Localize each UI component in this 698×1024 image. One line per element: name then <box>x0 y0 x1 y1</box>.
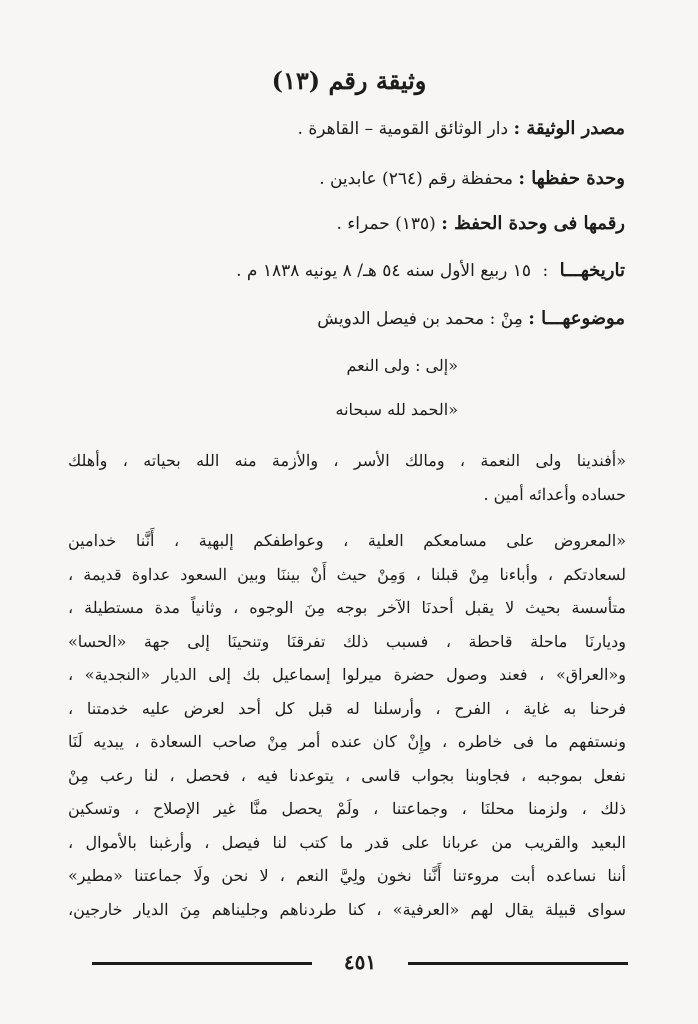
meta-date-label: تاريخهـــا <box>559 260 625 281</box>
meta-subject-label: موضوعهـــا : <box>528 308 625 329</box>
addressee-line: «إلى : ولى النعم <box>346 356 458 375</box>
meta-source-label: مصدر الوثيقة : <box>513 118 625 139</box>
paragraph-line: «أفندينا ولى النعمة ، ومالك الأسر ، والأزمة منه الله بحياته ، وأهلك <box>68 451 626 470</box>
paragraph-line: متأسسة بحيث لا يقبل أحدنَا الآخر بوجه مِنَ الوجوه ، وثانياً مدة مستطيلة ، <box>68 598 626 617</box>
paragraph-line: «المعروض على مسامعكم العلية ، وعواطفكم إلبهية ، أَنَّنا خدامين <box>68 531 626 550</box>
meta-number-value: (١٣٥) حمراء . <box>336 214 436 234</box>
paragraph-1 <box>68 444 626 511</box>
page-number: ٤٥١ <box>343 950 377 974</box>
meta-number-label: رقمها فى وحدة الحفظ : <box>441 213 625 234</box>
paragraph-line: وديارنَا ماحلة قاحطة ، فسبب ذلك تفرقنَا وتنحينَا إلى جهة «الحسا» <box>68 631 626 651</box>
paragraph-line: فرحنا به غاية ، الفرح ، وأرسلنا له قبل كل أحد لعرض عليه خدمتنا ، <box>68 698 626 718</box>
meta-subject <box>40 308 625 329</box>
meta-date <box>40 260 625 281</box>
meta-source-value: دار الوثائق القومية – القاهرة . <box>297 119 509 139</box>
meta-unit <box>40 168 625 189</box>
meta-date-value: ١٥ ربيع الأول سنه ٥٤ هـ/ ٨ يونيه ١٨٣٨ م . <box>236 261 532 281</box>
paragraph-line: لسعادتكم ، وأباءنا مِنْ قبلنا ، وَمِنْ حيث أَنْ بيننَا وبين السعود عداوة قديمة ، <box>68 564 626 584</box>
paragraph-line: و«العراق» ، فعند وصول حضرة ميرلوا إسماعيل بك إلى الديار «النجدية» ، <box>68 665 626 684</box>
paragraph-line: سواى قبيلة يقال لهم «العرفية» ، كنا طردناهم وجليناهم مِنَ الديار خارجين، <box>68 899 626 919</box>
paragraph-line: نفعل بموجبه ، فجاوبنا بجواب قاسى ، يتوعدنا فيه ، فحصل ، لنا رعب مِنْ <box>68 765 626 785</box>
meta-source <box>40 118 625 139</box>
paragraph-line: حساده وأعدائه أمين . <box>483 484 626 504</box>
paragraph-line: البعيد والقريب من عربانا على قدر ما كتب لنا فيصل ، وأرغبنا بالأموال ، <box>68 832 626 852</box>
page-footer <box>92 950 628 976</box>
paragraph-line: ذلك ، ولزمنا محلنَا ، وجماعتنا ، ولَمْ يحصل منَّا غير الإصلاح ، وتسكين <box>68 799 626 818</box>
praise-line: «الحمد لله سبحانه <box>335 400 458 419</box>
meta-unit-value: محفظة رقم (٢٦٤) عابدين . <box>319 169 513 189</box>
paragraph-2 <box>68 524 626 926</box>
paragraph-line: أننا نساعده أبت مروءتنا أَنَّنا نخون ولِيَّ النعم ، لا نحن ولَا جماعتنا «مطير» <box>68 866 626 885</box>
paragraph-line: ونستفهم ما فى خاطره ، وإِنْ كان عنده أمر مِنْ صاحب السعادة ، يبديه لَنَا <box>68 732 626 751</box>
footer-rule-left <box>92 962 312 965</box>
meta-unit-label: وحدة حفظها : <box>518 168 625 189</box>
document-title: وثيقة رقم (١٣) <box>271 66 427 95</box>
meta-number <box>40 213 625 234</box>
meta-date-colon: : <box>542 261 549 281</box>
meta-subject-value: مِنْ : محمد بن فيصل الدويش <box>317 309 523 329</box>
